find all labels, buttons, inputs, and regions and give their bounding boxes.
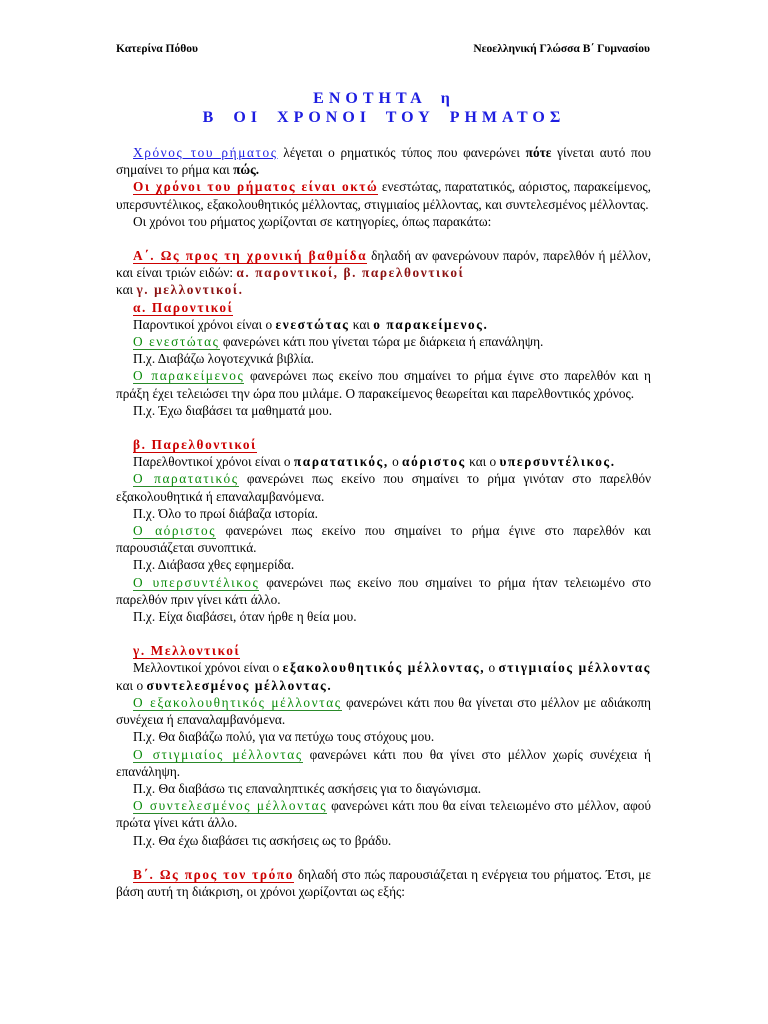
parakeimenos-example: Π.χ. Έχω διαβάσει τα μαθηματά μου. bbox=[133, 402, 333, 418]
term-enestotas: Ο ενεστώτας bbox=[133, 334, 220, 350]
stigmiaios-example: Π.χ. Θα διαβάσω τις επαναληπτικές ασκήσεις για το διαγώνισμα. bbox=[133, 780, 482, 796]
term-tense: Χρόνος του ρήματος bbox=[133, 145, 278, 160]
exakolouthitikos-definition: Ο εξακολουθητικός μέλλοντας φανερώνει κάτι που θα γίνεται στο μέλλον με αδιάκοπη συνέχεια ή επαναλαμβανόμενα. bbox=[116, 694, 651, 728]
term-syntelesmenos: Ο συντελεσμένος μέλλοντας bbox=[133, 798, 328, 814]
present-intro: Παροντικοί χρόνοι είναι ο ενεστώτας και ο παρακείμενος. bbox=[133, 316, 489, 332]
enestotas-definition: Ο ενεστώτας φανερώνει κάτι που γίνεται τώρα με διάρκεια ή επανάληψη. bbox=[133, 334, 544, 350]
term-parakeimenos: Ο παρακείμενος bbox=[133, 368, 245, 384]
present-heading-line bbox=[116, 299, 651, 316]
document-body bbox=[116, 144, 651, 900]
section-b-paragraph: Β΄. Ως προς τον τρόπο δηλαδή στο πώς παρουσιάζεται η ενέργεια του ρήματος. Έτσι, με βάση αυτή τη διάκριση, οι χρόνοι χωρίζονται ως εξής: bbox=[116, 866, 651, 899]
header-course: Νεοελληνική Γλώσσα Β΄ Γυμνασίου bbox=[473, 43, 650, 55]
past-heading: β. Παρελθοντικοί bbox=[133, 437, 257, 453]
parakeimenos-definition: Ο παρακείμενος φανερώνει πως εκείνο που σημαίνει το ρήμα έγινε στο παρελθόν και η πράξη έχει τελειώσει την ώρα που μιλάμε. Ο παρακείμενος θεωρείται και παρελθοντικός χρόνος. bbox=[116, 368, 651, 401]
aoristos-definition: Ο αόριστος φανερώνει πως εκείνο που σημαίνει το ρήμα έγινε στο παρελθόν και παρουσιάζεται συνοπτικά. bbox=[116, 523, 651, 556]
section-b-heading: Β΄. Ως προς τον τρόπο bbox=[133, 866, 294, 882]
stigmiaios-definition: Ο στιγμιαίος μέλλοντας φανερώνει κάτι που θα γίνει στο μέλλον χωρίς συνέχεια ή επανάληψη. bbox=[116, 746, 651, 779]
term-paratatikos: Ο παρατατικός bbox=[133, 471, 239, 487]
term-aoristos: Ο αόριστος bbox=[133, 523, 217, 539]
syntelesmenos-definition: Ο συντελεσμένος μέλλοντας φανερώνει κάτι που θα είναι τελειωμένο στο μέλλον, αφού πρώτα γίνει κάτι άλλο. bbox=[116, 798, 651, 831]
section-a-paragraph: Α΄. Ως προς τη χρονική βαθμίδα δηλαδή αν φανερώνουν παρόν, παρελθόν ή μέλλον, και είναι τριών ειδών: α. παροντικοί, β. παρελθοντικοί και γ. μελλοντικοί. bbox=[116, 248, 652, 298]
title-line-1: ΕΝΟΤΗΤΑ η bbox=[313, 90, 455, 107]
section-a-heading: Α΄. Ως προς τη χρονική βαθμίδα bbox=[133, 248, 368, 264]
past-heading-line bbox=[116, 436, 651, 453]
title-line-2: Β ΟΙ ΧΡΟΝΟΙ ΤΟΥ ΡΗΜΑΤΟΣ bbox=[202, 109, 566, 126]
future-intro: Μελλοντικοί χρόνοι είναι ο εξακολουθητικός μέλλοντας, ο στιγμιαίος μέλλοντας και ο συντελεσμένος μέλλοντας. bbox=[116, 660, 652, 693]
intro-eight-tenses: Οι χρόνοι του ρήματος είναι οκτώ ενεστώτας, παρατατικός, αόριστος, παρακείμενος, υπερσυντέλικος, εξακολουθητικός μέλλοντας, στιγμιαίος μέλλοντας, και συντελεσμένος μέλλοντας. bbox=[116, 179, 652, 212]
ypersyntelikos-example: Π.χ. Είχα διαβάσει, όταν ήρθε η θεία μου. bbox=[133, 609, 357, 625]
term-exakolouthitikos: Ο εξακολουθητικός μέλλοντας bbox=[133, 694, 342, 710]
term-stigmiaios: Ο στιγμιαίος μέλλοντας bbox=[133, 746, 303, 762]
present-heading: α. Παροντικοί bbox=[133, 299, 234, 315]
intro-categories: Οι χρόνοι του ρήματος χωρίζονται σε κατηγορίες, όπως παρακάτω: bbox=[133, 213, 492, 229]
future-heading-line bbox=[116, 642, 651, 659]
header-author: Κατερίνα Πόθου bbox=[116, 43, 198, 55]
exakolouthitikos-example: Π.χ. Θα διαβάζω πολύ, για να πετύχω τους στόχους μου. bbox=[133, 729, 435, 745]
paratatikos-example: Π.χ. Όλο το πρωί διάβαζα ιστορία. bbox=[133, 505, 318, 521]
eight-tenses-phrase: Οι χρόνοι του ρήματος είναι οκτώ bbox=[133, 179, 379, 195]
ypersyntelikos-definition: Ο υπερσυντέλικος φανερώνει πως εκείνο που σημαίνει το ρήμα ήταν τελειωμένο στο παρελθόν πριν γίνει κάτι άλλο. bbox=[116, 574, 651, 607]
term-ypersyntelikos: Ο υπερσυντέλικος bbox=[133, 574, 260, 590]
aoristos-example: Π.χ. Διάβασα χθες εφημερίδα. bbox=[133, 557, 295, 573]
enestotas-example: Π.χ. Διαβάζω λογοτεχνικά βιβλία. bbox=[133, 351, 315, 367]
future-heading: γ. Μελλοντικοί bbox=[133, 643, 241, 659]
intro-definition: Χρόνος του ρήματος λέγεται ο ρηματικός τύπος που φανερώνει πότε γίνεται αυτό που σημαίνει το ρήμα και πώς. bbox=[116, 145, 651, 178]
syntelesmenos-example: Π.χ. Θα έχω διαβάσει τις ασκήσεις ως το βράδυ. bbox=[133, 832, 392, 848]
paratatikos-definition: Ο παρατατικός φανερώνει πως εκείνο που σημαίνει το ρήμα γινόταν στο παρελθόν εξακολουθητικά ή επαναλαμβανόμενα. bbox=[116, 471, 651, 504]
past-intro: Παρελθοντικοί χρόνοι είναι ο παρατατικός, ο αόριστος και ο υπερσυντέλικος. bbox=[133, 454, 616, 470]
